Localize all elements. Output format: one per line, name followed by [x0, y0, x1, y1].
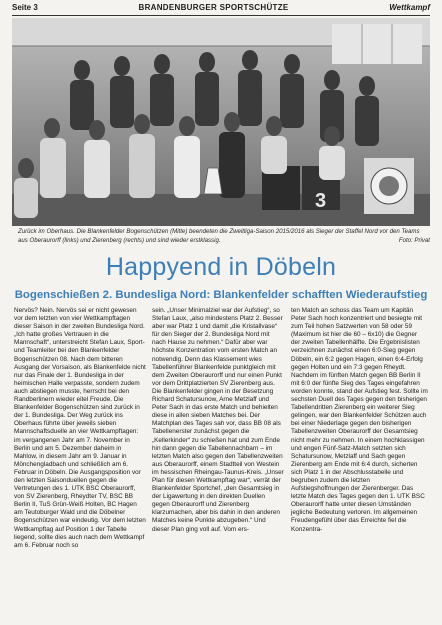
column-3-text: ten Match an schoss das Team um Kapitän Peter Sach hoch konzentriert und besiegte mit zum Teil hohen Satzwerten von 58 oder 59 (Maximum ist hier die 60 – 6x10) die Gegner der zweiten Tabellenhälfte. Die Ergebnislisten verzeichnen zunächst einen 6:0-Sieg gegen Döbeln, ein 6:2 gegen Hagen, einen 6:4-Erfolg gegen Holten und ein 7:3 gegen Rheydt. Nachdem im fünften Match gegen BB Berlin II mit 6:0 der fünfte Sieg des Tages eingefahren worden konnte, stand der Aufstieg fest. Sollte im sechsten Duell des Tages gegen den bisherigen Tabellendritten Zierenberg ein weiterer Sieg gelingen, war den Blankenfelder Schützen auch bei einer Niederlage gegen den bisherigen Tabellenzweiten Oberaurorff der Gesamtsieg nicht mehr zu nehmen. In einem hochklassigen und engen Fünf-Satz-Match setzten sich Schatursunow, Metzlaff und Sach gegen Zierenberg am Ende mit 6:4 durch, sicherten sich Platz 1 in der Abschlusstabelle und begruben zudem die letzten Aufstiegshoffnungen der Zierenberger. Das letzte Match des Tages gegen den 1. UTK BSC Oberaurorff hatte unter diesen Umständen jegliche Bedeutung verloren. Im allgemeinen Freudengefühl über das Erreichte fiel die Konzentra- — [291, 307, 428, 533]
team-photo-image — [12, 18, 430, 226]
board-number: 3 — [315, 190, 327, 212]
page-header — [12, 3, 430, 16]
caption-text: Zurück im Oberhaus. Die Blankenfelder Bogenschützen (Mitte) beendeten die Zweitliga-Saison 2015/2016 als Sieger der Staffel Nord vor den Teams aus Oberaurorff (links) und Zierenberg (rechts) und sind wieder erstklassig. — [18, 228, 420, 244]
column-2-text: sein. „Unser Minimalziel war der Aufstieg“, so Stefan Laux, „also mindestens Platz 2. Besser aber war Platz 1 und damit „die Kristallvase“ für den Sieger der 2. Bundesliga Nord mit nach Hause zu nehmen.“ Dafür aber war höchste Konzentration vom ersten Match an notwendig. Denn das Klassement wies Tabellenführer Blankenfelde punktgleich mit dem Zweiten Oberaurorff und nur einen Punkt vor dem Drittplatzierten SV Zierenberg aus. Die Blankenfelder gingen in der Besetzung Richard Schatursunow, Arne Metzlaff und Peter Sach in das erste Match und behielten diese in allen sieben Matches bei. Der Matchplan des Tages sah vor, dass BB 08 als Tabellenerster zunächst gegen die „Kellerkinder“ zu schießen hat und zum Ende hin dann gegen die Tabellennachbarn – im letzten Match also gegen den Tabellenzweiten aus Oberaurorff, einem Stadtteil von Westein im hessischen Rheingau-Taunus-Kreis. „Unser Plan für diesen Wettkampftag war“, verrät der Blankenfelder Sportchef, „den Gesamtsieg in der Ligawertung in den direkten Duellen gegen Oberaurorff und Zierenberg klarzumachen, aber bis dahin in den anderen Matches keine Punkte abzugeben.“ Und dieser Plan ging voll auf. Vom ers- — [152, 307, 284, 533]
photo-caption — [18, 228, 430, 245]
article-column-1 — [14, 307, 146, 550]
article-column-3 — [291, 307, 428, 534]
article-headline: Happyend in Döbeln — [105, 253, 337, 281]
photo-credit: Foto: Privat — [398, 236, 430, 244]
article-subheadline: Bogenschießen 2. Bundesliga Nord: Blankenfelder schafften Wiederaufstieg — [14, 289, 428, 301]
column-1-text: Nervös? Nein. Nervös sei er nicht gewesen vor dem letzten von vier Wettkampftagen dieser Saison in der zweiten Bundesliga Nord. „Ich hatte großes Vertrauen in die Mannschaft“, unterstreicht Stefan Laux, Sport- und Teamleiter bei den Blankenfelder Bogenschützen 08. Nach dem bitteren Ausgang der Vorsaison, als Blankenfelde nicht nur das Finale der 1. Bundesliga in der heimischen Halle verpasste, sondern zudem auch abstiegen musste, herrscht bei den Randberlinern wieder eitel Freude. Die Blankenfelder Bogenschützen sind zurück in der 1. Bundesliga. Der Weg zurück ins Oberhaus führte über jeweils sieben Mannschaftsduelle an vier Wettkampftagen: im vergangenen Jahr am 7. November in Berlin und am 5. Dezember daheim in Mahlow, in diesem Jahr am 9. Januar in Mönchengladbach und schließlich am 6. Februar in Döbeln. Die Ausgangsposition vor den letzten Saisonduellen gegen die Vertretungen des 1. UTK BSC Oberaurorff, von SV Zierenberg, Rheydter TV, BSC BB Berlin II, TuS Grün-Weiß Holten, BC Hagen am Teutoburger Wald und die Döbelner Bogenschützen war eindeutig. Vor dem letzten Wettkampftag auf Position 1 der Tabelle liegend, sollte dies auch nach dem Wettkampf am 6. Februar noch so — [14, 307, 146, 549]
page-number: Seite 3 — [12, 3, 38, 12]
team-photo — [12, 18, 430, 226]
article-column-2 — [152, 307, 284, 534]
publication-title: BRANDENBURGER SPORTSCHÜTZE — [138, 3, 289, 12]
section-label: Wettkampf — [389, 3, 430, 12]
